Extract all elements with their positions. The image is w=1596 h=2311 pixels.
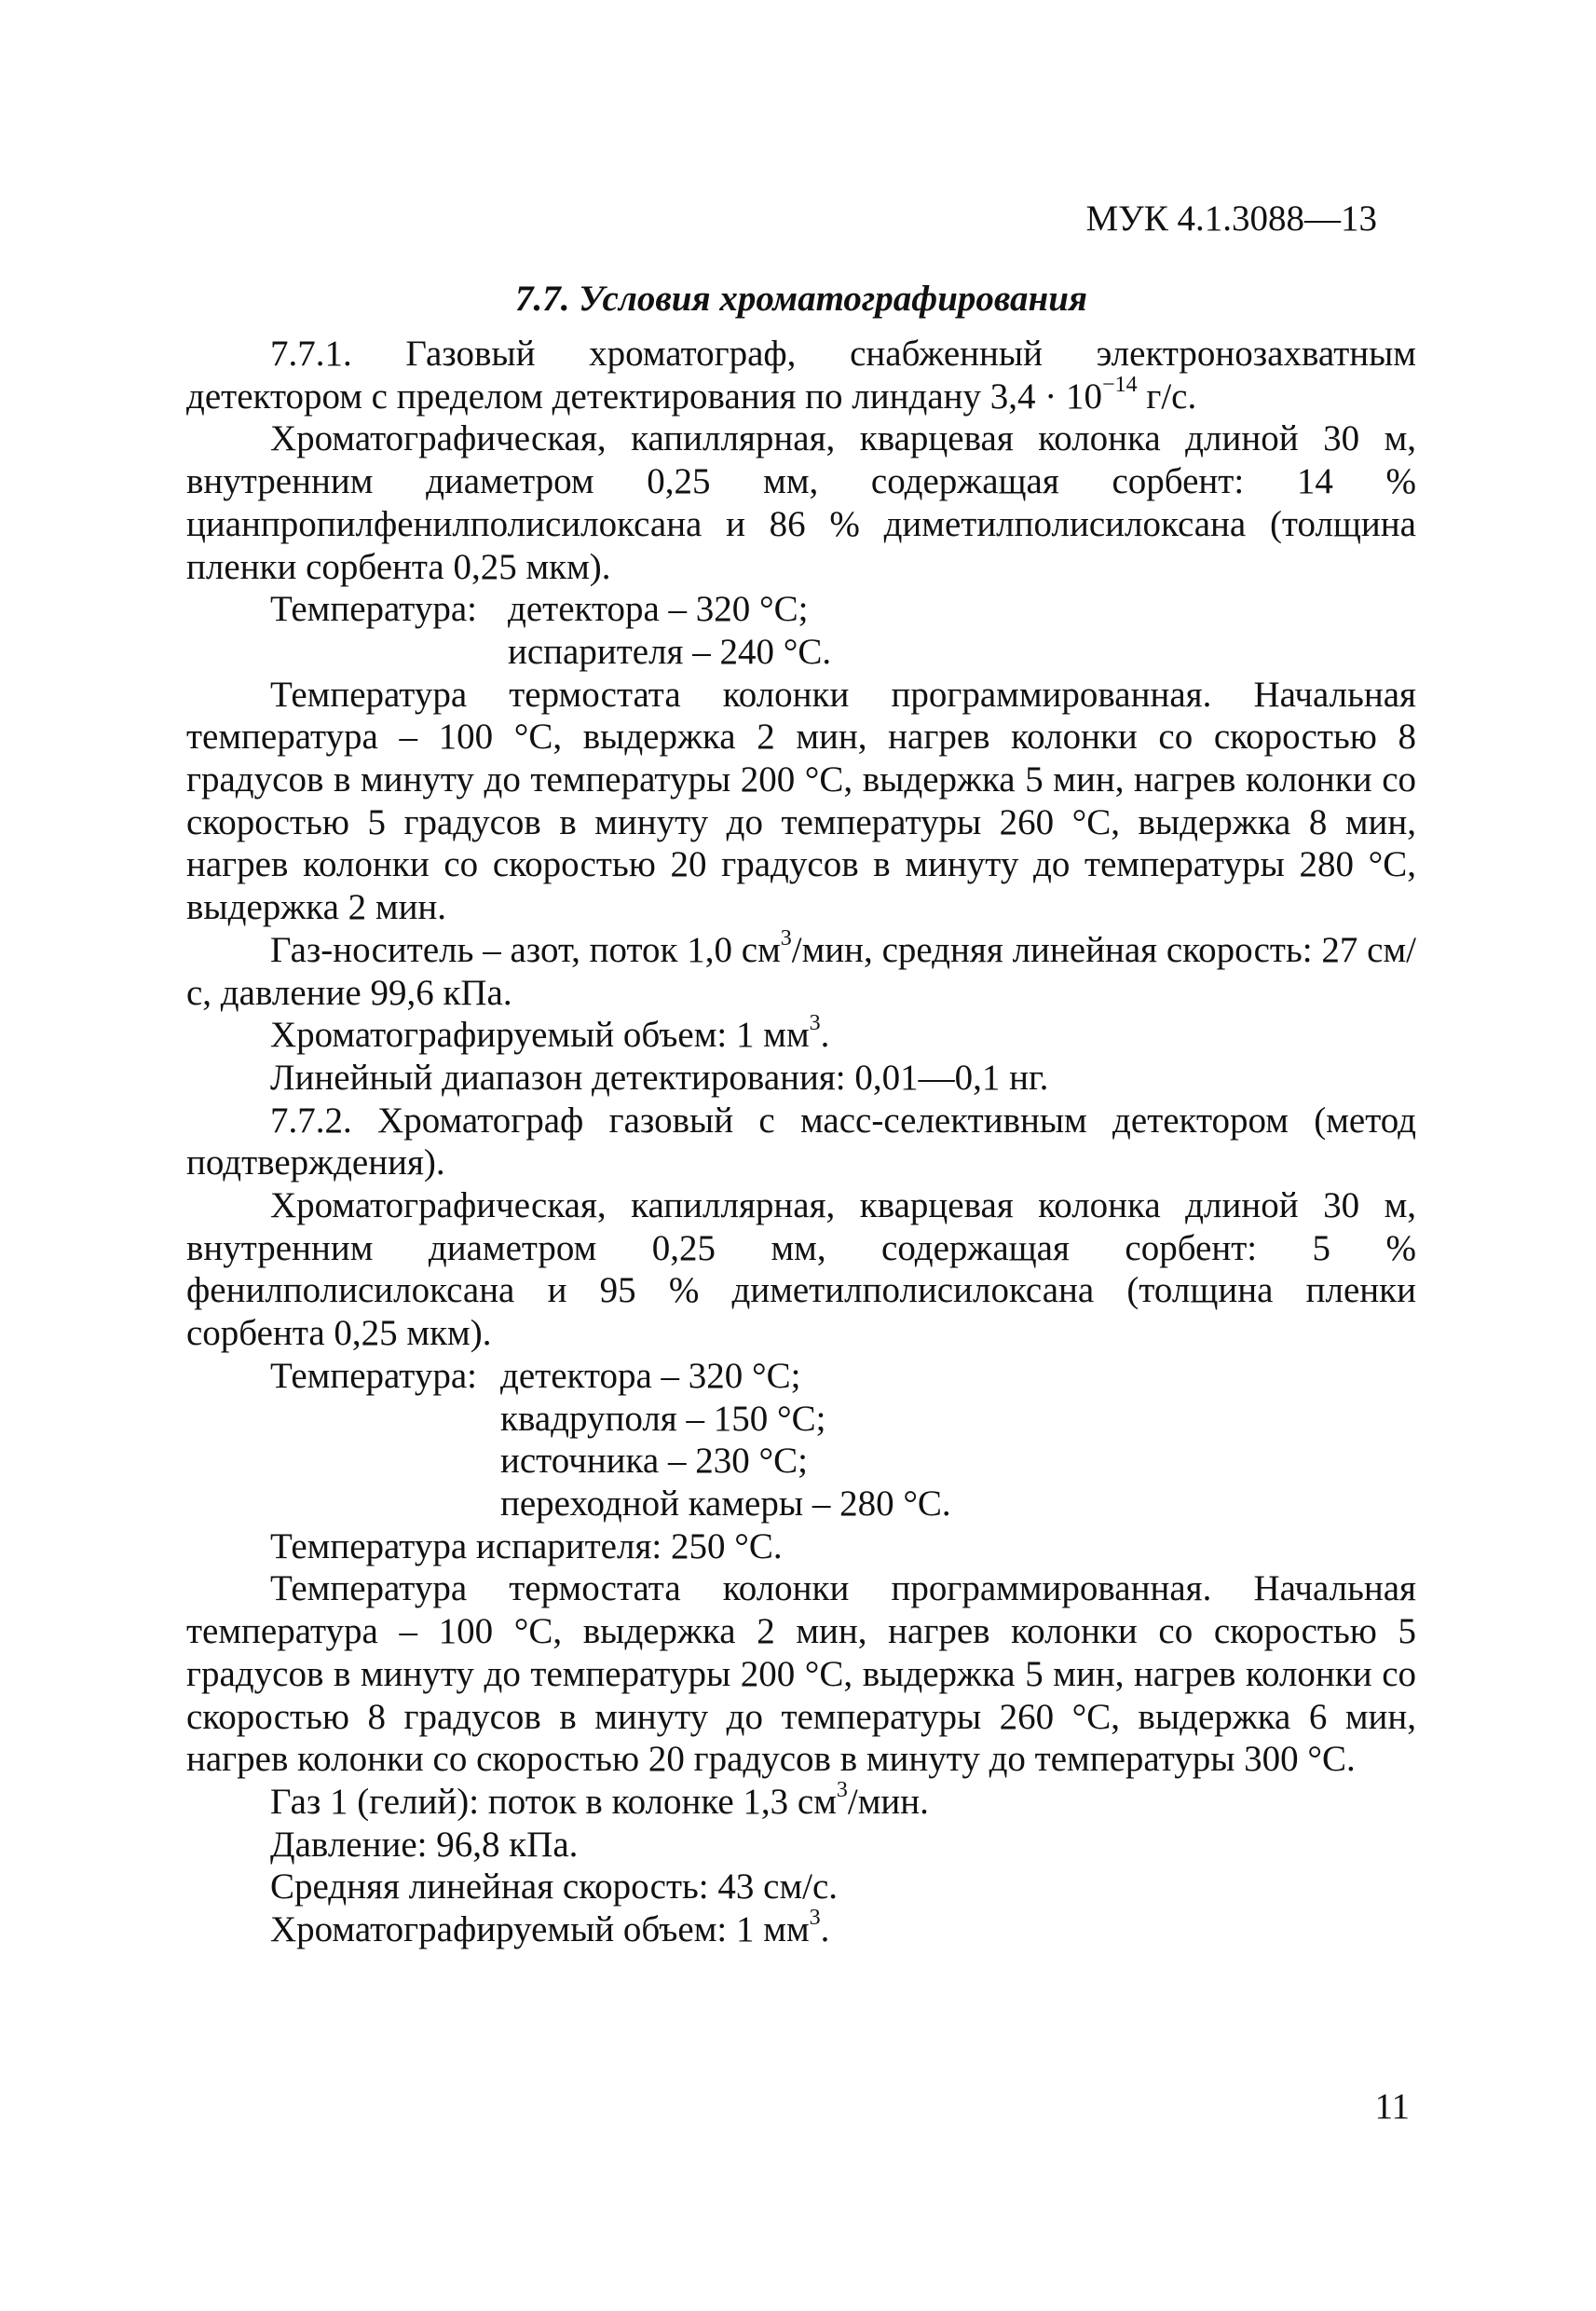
- paragraph-volume-1: [186, 1011, 1416, 1057]
- temperature-row-2c: [186, 1440, 1416, 1483]
- p14-sup: 3: [809, 1906, 821, 1931]
- paragraph-7-7-2: 7.7.2. Хроматограф газовый с масс-селективным детектором (метод подтверждения).: [186, 1100, 1416, 1183]
- document-code: МУК 4.1.3088—13: [1085, 198, 1377, 239]
- p14-end: .: [820, 1909, 830, 1950]
- p5-text: Хроматографируемый объем: 1 мм: [270, 1015, 810, 1056]
- paragraph-linear-range: Линейный диапазон детектирования: 0,01—0,1 нг.: [270, 1057, 1049, 1098]
- temp1-line-1: испарителя – 240 °С.: [508, 631, 832, 672]
- temp2-line-0: детектора – 320 °С;: [500, 1355, 801, 1396]
- temperature-label-1: Температура:: [270, 589, 477, 630]
- p1-text: 7.7.1. Газовый хроматограф, снабженный электронозахватным детектором с пределом детектирования по линдану 3,4 · 10: [186, 334, 1416, 417]
- temperature-row-2d: [186, 1483, 1416, 1525]
- p11-sup: 3: [836, 1777, 848, 1802]
- p5-sup: 3: [809, 1011, 821, 1036]
- paragraph-gas-helium: [186, 1777, 1416, 1824]
- paragraph-column-2: Хроматографическая, капиллярная, кварцевая колонка длиной 30 м, внутренним диаметром 0,25 мм, содержащая сорбент: 5 % фенилполисилоксана и 95 % диметилполисилоксана (толщина пленки сорбента 0,25 мкм).: [186, 1185, 1416, 1354]
- p4-sup: 3: [780, 925, 792, 950]
- paragraph-thermostat-1: Температура термостата колонки программированная. Начальная температура – 100 °С, выдержка 2 мин, нагрев колонки со скоростью 8 градусов в минуту до температуры 200 °С, выдержка 5 мин, нагрев колонки со скоростью 5 градусов в минуту до температуры 260 °С, выдержка 8 мин, нагрев колонки со скоростью 20 градусов в минуту до температуры 280 °С, выдержка 2 мин.: [186, 674, 1416, 928]
- page-number: 11: [1374, 2086, 1410, 2126]
- paragraph-thermostat-2: Температура термостата колонки программированная. Начальная температура – 100 °С, выдержка 2 мин, нагрев колонки со скоростью 5 градусов в минуту до температуры 200 °С, выдержка 5 мин, нагрев колонки со скоростью 8 градусов в минуту до температуры 260 °С, выдержка 6 мин, нагрев колонки со скоростью 20 градусов в минуту до температуры 300 °С.: [186, 1568, 1416, 1780]
- section-body: [186, 333, 1416, 1951]
- temp2-line-2: источника – 230 °С;: [500, 1441, 808, 1482]
- paragraph-evaporator-temp: Температура испарителя: 250 °С.: [270, 1525, 783, 1566]
- temperature-row-2: [186, 1355, 1416, 1398]
- p5-end: .: [820, 1015, 830, 1056]
- paragraph-pressure: Давление: 96,8 кПа.: [270, 1824, 579, 1865]
- p4-text-a: Газ-носитель – азот, поток 1,0 см: [270, 929, 781, 970]
- paragraph-linear-speed: Средняя линейная скорость: 43 см/с.: [270, 1867, 839, 1908]
- temp2-line-3: переходной камеры – 280 °С.: [500, 1483, 951, 1524]
- temp1-line-0: детектора – 320 °С;: [508, 589, 809, 630]
- p1-exponent: −14: [1102, 372, 1138, 397]
- paragraph-column-1: Хроматографическая, капиллярная, кварцевая колонка длиной 30 м, внутренним диаметром 0,25 мм, содержащая сорбент: 14 % цианпропилфенилполисилоксана и 86 % диметилполисилоксана (толщина пленки сорбента 0,25 мкм).: [186, 418, 1416, 587]
- temperature-label-2: Температура:: [270, 1355, 477, 1396]
- temperature-row-1b: [186, 631, 1416, 674]
- paragraph-7-7-1: [186, 333, 1416, 417]
- p1-unit: г/с.: [1137, 376, 1197, 417]
- temperature-row-1: [186, 588, 1416, 631]
- paragraph-volume-2: [186, 1908, 1416, 1951]
- paragraph-carrier-gas: [186, 925, 1417, 1014]
- p14-text: Хроматографируемый объем: 1 мм: [270, 1909, 810, 1950]
- temperature-row-2b: [186, 1398, 1416, 1441]
- p11-text-a: Газ 1 (гелий): поток в колонке 1,3 см: [270, 1781, 837, 1822]
- temp2-line-1: квадруполя – 150 °С;: [500, 1398, 826, 1439]
- p11-text-b: /мин.: [847, 1781, 929, 1822]
- p4-text-b: /мин, средняя линейная скорость: 27 см/с, давление 99,6 кПа.: [186, 929, 1417, 1013]
- section-title: 7.7. Условия хроматографирования: [515, 279, 1087, 319]
